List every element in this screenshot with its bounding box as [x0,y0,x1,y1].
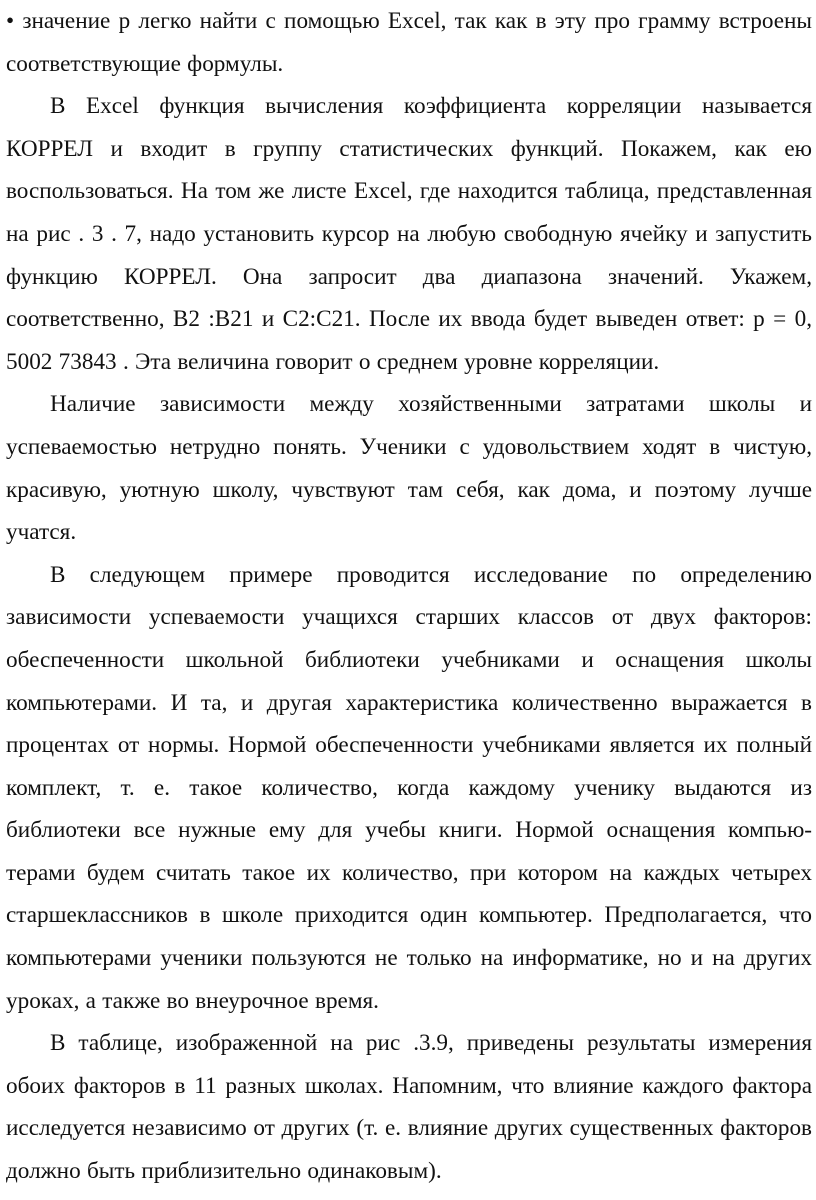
paragraph-next-example: В следующем примере проводится исследование по определению зависимости успеваемости учащихся старших классов от двух факторов: обеспеченности школьной библиотеки учебниками и оснащения школы компьютерами. И та, и другая характеристика количественно выражается в процентах от нормы. Нормой обеспеченности учебниками является их полный комплект, т. е. такое количество, когда каждому ученику выдаются из библиотеки все нужные ему для учебы книги. Нормой оснащения компью-терами будем считать такое их количество, при котором на каждых четырех старшеклассников в школе приходится один компьютер. Предполагается, что компьютерами ученики пользуются не только на информатике, но и на других уроках, а также во внеурочное время. [6,561,812,1014]
document-page [6,0,812,1193]
paragraph-table-figure-reference: В таблице, изображенной на рис .3.9, приведены результаты измерения обоих факторов в 11 разных школах. Напомним, что влияние каждого фактора исследуется независимо от других (т. е. влияние других существенных факторов должно быть приблизительно одинаковым). [6,1030,812,1185]
paragraph-excel-correl-function: В Excel функция вычисления коэффициента корреляции называется КОРРЕЛ и входит в группу статистических функций. Покажем, как ею воспользоваться. На том же листе Excel, где находится таблица, представленная на рис . 3 . 7, надо установить курсор на любую свободную ячейку и запустить функцию КОРРЕЛ. Она запросит два диапазона значений. Укажем, соответственно, В2 :В21 и С2:С21. После их ввода будет выведен ответ: р = 0, 5002 73843 . Эта величина говорит о среднем уровне корреляции. [6,93,812,375]
paragraph-bullet-p-value: • значение р легко найти с помощью Excel, так как в эту про грамму встроены соответствующие формулы. [6,8,812,77]
paragraph-dependency-expenses: Наличие зависимости между хозяйственными затратами школы и успеваемостью нетрудно понять. Ученики с удовольствием ходят в чистую, красивую, уютную школу, чувствуют там себя, как дома, и поэтому лучше учатся. [6,391,812,546]
